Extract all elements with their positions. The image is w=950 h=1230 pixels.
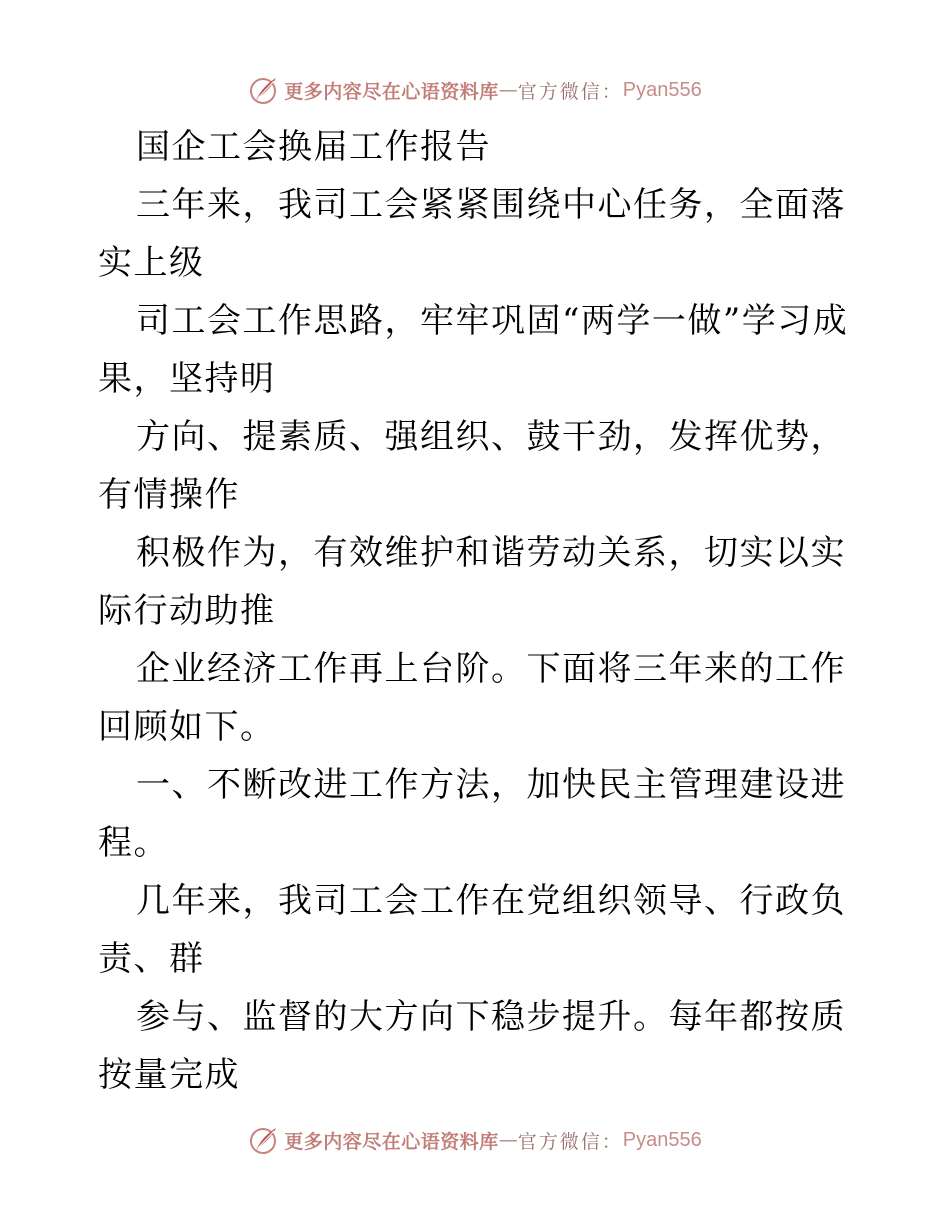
watermark-footer [0,1120,950,1160]
watermark-dash: — [498,79,518,101]
paragraph: 几年来，我司工会工作在党组织领导、行政负责、群 [98,881,846,979]
document-body [98,118,858,1104]
watermark-id: Pyan556 [622,78,702,101]
paragraph: 三年来，我司工会紧紧围绕中心任务，全面落实上级 [98,185,846,283]
feather-pen-circle-icon [248,1124,280,1156]
feather-pen-circle-icon [248,74,280,106]
paragraph: 参与、监督的大方向下稳步提升。每年都按质按量完成 [98,997,846,1095]
section-heading: 一、不断改进工作方法，加快民主管理建设进程。 [98,765,846,863]
watermark-side-text: 官方微信： [517,80,623,103]
paragraph: 司工会工作思路，牢牢巩固“两学一做”学习成果，坚持明 [98,301,849,399]
paragraph: 企业经济工作再上台阶。下面将三年来的工作回顾如下。 [98,649,846,747]
watermark-side-text: 官方微信： [517,1130,623,1153]
watermark-header [0,70,950,110]
watermark-dash: — [498,1129,518,1151]
document-title: 国企工会换届工作报告 [136,127,491,167]
watermark-main-text: 更多内容尽在心语资料库 [284,1130,499,1153]
watermark-id: Pyan556 [622,1128,702,1151]
paragraph: 方向、提素质、强组织、鼓干劲，发挥优势，有情操作 [98,417,846,515]
watermark-main-text: 更多内容尽在心语资料库 [284,80,499,103]
paragraph: 积极作为，有效维护和谐劳动关系，切实以实际行动助推 [98,533,846,631]
